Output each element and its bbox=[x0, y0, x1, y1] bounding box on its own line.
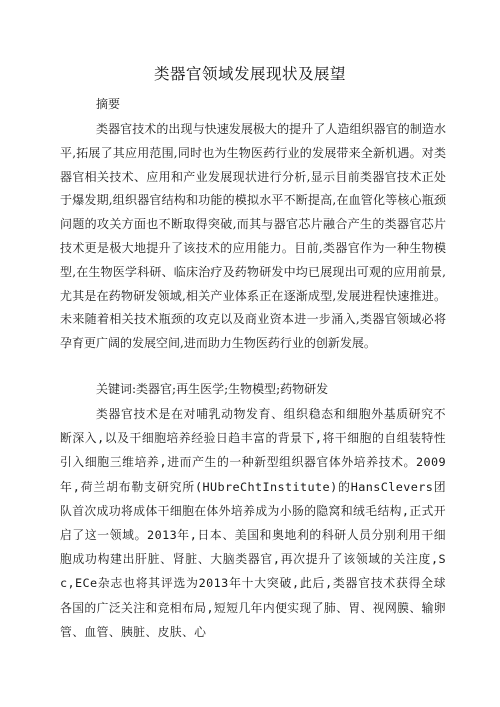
document-title: 类器官领域发展现状及展望 bbox=[153, 65, 346, 83]
keywords-line: 关键词:类器官;再生医学;生物模型;药物研发 bbox=[96, 382, 329, 396]
abstract-heading: 摘要 bbox=[96, 97, 121, 111]
abstract-paragraph: 类器官技术的出现与快速发展极大的提升了人造组织器官的制造水平,拓展了其应用范围,同时也为生物医药行业的发展带来全新机遇。对类器官相关技术、应用和产业发展现状进行分析,显示目前类器官技术正处于爆发期,组织器官结构和功能的模拟水平不断提高,在血管化等核心瓶颈问题的攻关方面也不断取得突破,而其与器官芯片融合产生的类器官芯片技术更是极大地提升了该技术的应用能力。目前,类器官作为一种生物模型,在生物医学科研、临床治疗及药物研发中均已展现出可观的应用前景,尤其是在药物研发领域,相关产业体系正在逐渐成型,发展进程快速推进。未来随着相关技术瓶颈的攻克以及商业资本进一步涌入,类器官领域必将孕育更广阔的发展空间,进而助力生物医药行业的创新发展。 bbox=[60, 122, 446, 351]
body-paragraph: 类器官技术是在对哺乳动物发育、组织稳态和细胞外基质研究不断深入,以及干细胞培养经验日趋丰富的背景下,将干细胞的自组装特性引入细胞三维培养,进而产生的一种新型组织器官体外培养技术。2009年,荷兰胡布勒支研究所(HUbreChtInstitute)的HansClevers团队首次成功将成体干细胞在体外培养成为小肠的隐窝和绒毛结构,正式开启了这一领域。2013年,日本、美国和奥地利的科研人员分别利用干细胞成功构建出肝脏、肾脏、大脑类器官,再次提升了该领域的关注度,Sc,ECe杂志也将其评选为2013年十大突破,此后,类器官技术获得全球各国的广泛关注和竞相布局,短短几年内便实现了肺、胃、视网膜、输卵管、血管、胰脏、皮肤、心 bbox=[60, 407, 446, 639]
